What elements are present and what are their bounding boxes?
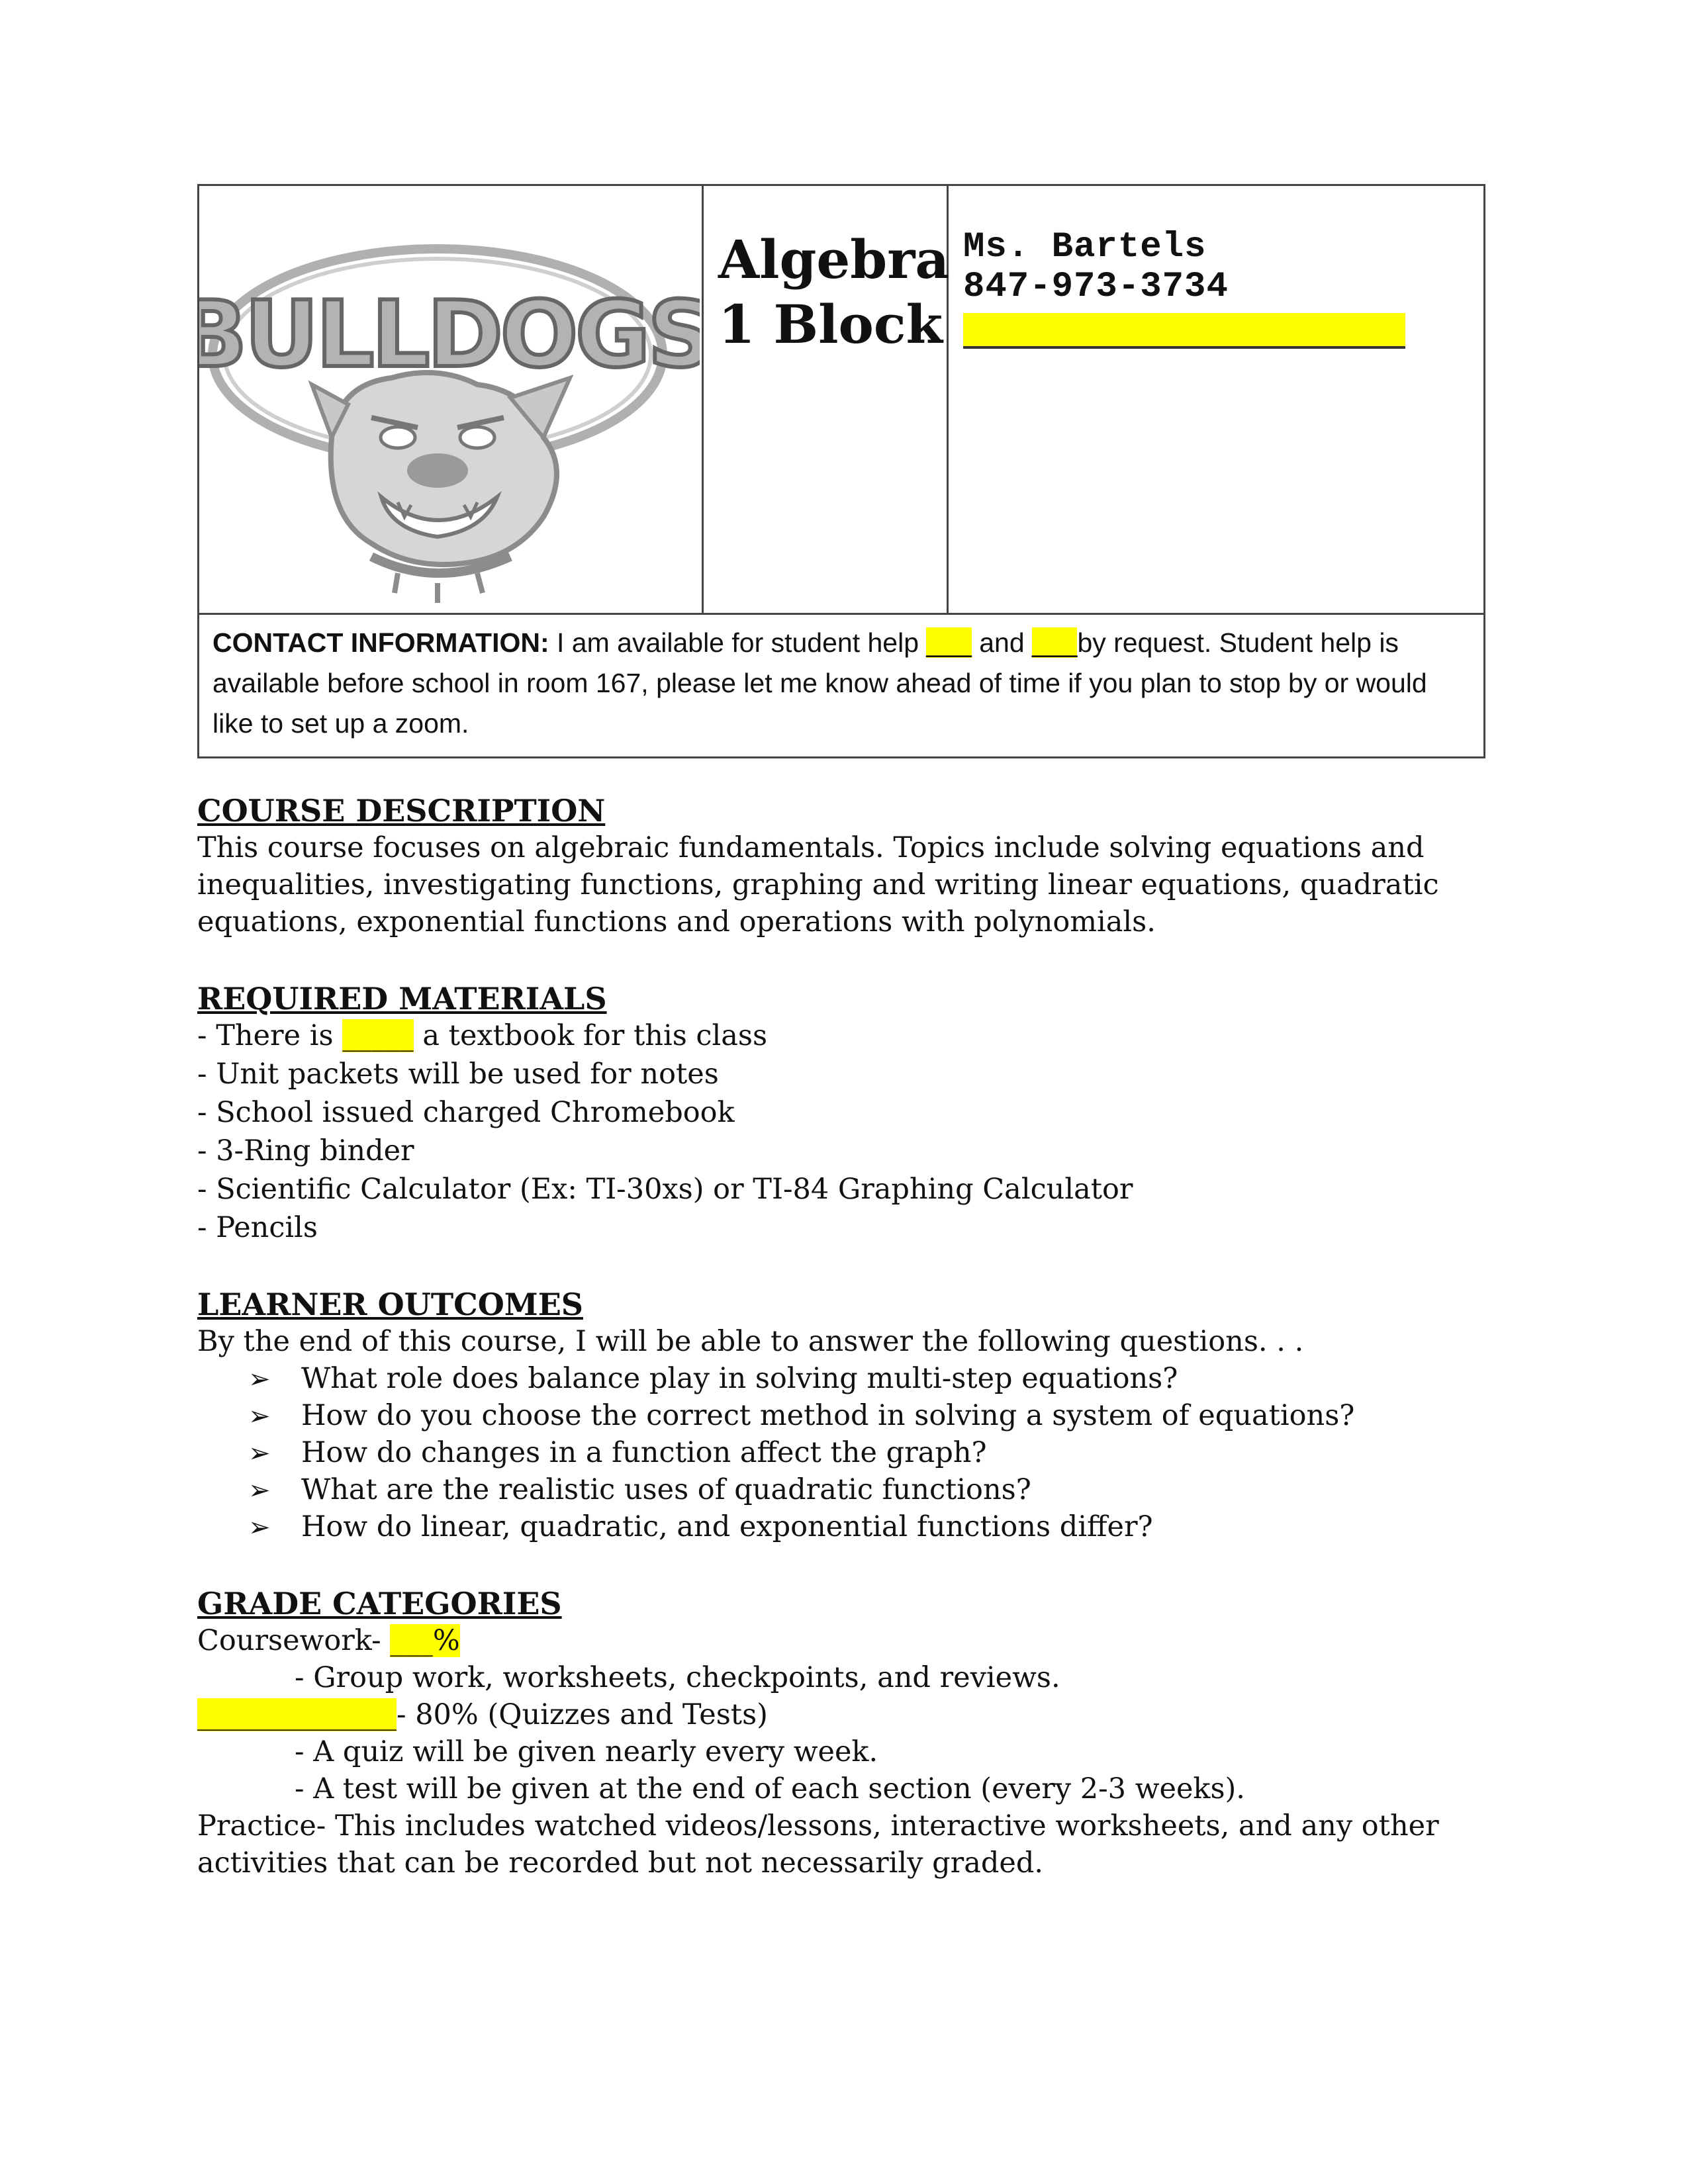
materials-item: - Unit packets will be used for notes bbox=[197, 1058, 719, 1091]
arrow-bullet-icon: ➢ bbox=[248, 1512, 271, 1543]
course-description-heading: COURSE DESCRIPTION bbox=[197, 793, 606, 829]
practice-line: Practice- This includes watched videos/lessons, interactive worksheets, and any other bbox=[197, 1809, 1439, 1843]
coursework-percent-blank: ___% bbox=[390, 1624, 460, 1657]
header-table bbox=[197, 184, 1485, 758]
contact-text-a: I am available for student help bbox=[549, 627, 927, 658]
course-description-line: This course focuses on algebraic fundamentals. Topics include solving equations and bbox=[197, 831, 1425, 864]
course-title-line1: Algebra bbox=[718, 228, 950, 291]
materials-item-textbook: - There is _____ a textbook for this class bbox=[197, 1019, 768, 1052]
header-top-row bbox=[199, 186, 1483, 615]
materials-item: - School issued charged Chromebook bbox=[197, 1096, 735, 1129]
learner-outcomes-intro: By the end of this course, I will be able to answer the following questions. . . bbox=[197, 1325, 1304, 1358]
contact-text-b: and bbox=[971, 627, 1033, 658]
logo-cell bbox=[199, 186, 704, 613]
outcome-list-item: ➢ How do linear, quadratic, and exponential functions differ? bbox=[248, 1510, 1153, 1543]
assessment-detail: - A test will be given at the end of each section (every 2-3 weeks). bbox=[295, 1772, 1245, 1805]
practice-line: activities that can be recorded but not necessarily graded. bbox=[197, 1846, 1044, 1880]
learner-outcomes-heading: LEARNER OUTCOMES bbox=[197, 1287, 583, 1322]
bulldog-mascot-icon bbox=[312, 373, 570, 603]
outcome-list-item: ➢ What are the realistic uses of quadratic functions? bbox=[248, 1473, 1031, 1506]
textbook-blank: _____ bbox=[342, 1019, 414, 1052]
contact-line-2: available before school in room 167, please let me know ahead of time if you plan to stop by or would bbox=[212, 668, 1427, 698]
outcome-list-item: ➢ What role does balance play in solving multi-step equations? bbox=[248, 1362, 1178, 1395]
email-blank-field bbox=[963, 313, 1405, 349]
course-description-line: inequalities, investigating functions, graphing and writing linear equations, quadratic bbox=[197, 868, 1439, 901]
contact-line-1 bbox=[212, 623, 1399, 663]
help-blank-1: ___ bbox=[926, 627, 972, 658]
outcome-list-item: ➢ How do you choose the correct method in solving a system of equations? bbox=[248, 1399, 1355, 1432]
teacher-phone: 847-973-3734 bbox=[963, 267, 1229, 307]
arrow-bullet-icon: ➢ bbox=[248, 1438, 271, 1469]
materials-item: - 3-Ring binder bbox=[197, 1134, 414, 1167]
contact-line-3: like to set up a zoom. bbox=[212, 708, 469, 739]
course-title bbox=[718, 227, 949, 357]
contact-text-c: by request. Student help is bbox=[1077, 627, 1399, 658]
coursework-detail: - Group work, worksheets, checkpoints, and reviews. bbox=[295, 1661, 1060, 1694]
course-description-line: equations, exponential functions and operations with polynomials. bbox=[197, 905, 1156, 938]
contact-label: CONTACT INFORMATION: bbox=[212, 627, 549, 658]
outcome-list-item: ➢ How do changes in a function affect the graph? bbox=[248, 1436, 987, 1469]
course-title-line2: 1 Block bbox=[718, 293, 943, 355]
svg-text:BULLDOGS: BULLDOGS bbox=[199, 281, 700, 388]
arrow-bullet-icon: ➢ bbox=[248, 1475, 271, 1506]
coursework-line: Coursework- ___% bbox=[197, 1624, 460, 1657]
arrow-bullet-icon: ➢ bbox=[248, 1401, 271, 1432]
teacher-name: Ms. Bartels bbox=[963, 227, 1207, 267]
help-blank-2: ___ bbox=[1032, 627, 1078, 658]
materials-item: - Scientific Calculator (Ex: TI-30xs) or TI-84 Graphing Calculator bbox=[197, 1173, 1133, 1206]
grade-categories-heading: GRADE CATEGORIES bbox=[197, 1586, 562, 1621]
assessment-line: ______________- 80% (Quizzes and Tests) bbox=[197, 1698, 768, 1731]
arrow-bullet-icon: ➢ bbox=[248, 1364, 271, 1394]
contact-information bbox=[199, 615, 1483, 757]
materials-item: - Pencils bbox=[197, 1211, 318, 1244]
bulldogs-logo bbox=[199, 186, 700, 610]
required-materials-heading: REQUIRED MATERIALS bbox=[197, 981, 607, 1017]
course-title-cell bbox=[704, 186, 949, 613]
teacher-info-cell bbox=[949, 186, 1483, 613]
assessment-name-blank: ______________ bbox=[197, 1698, 397, 1731]
assessment-detail: - A quiz will be given nearly every week. bbox=[295, 1735, 878, 1768]
